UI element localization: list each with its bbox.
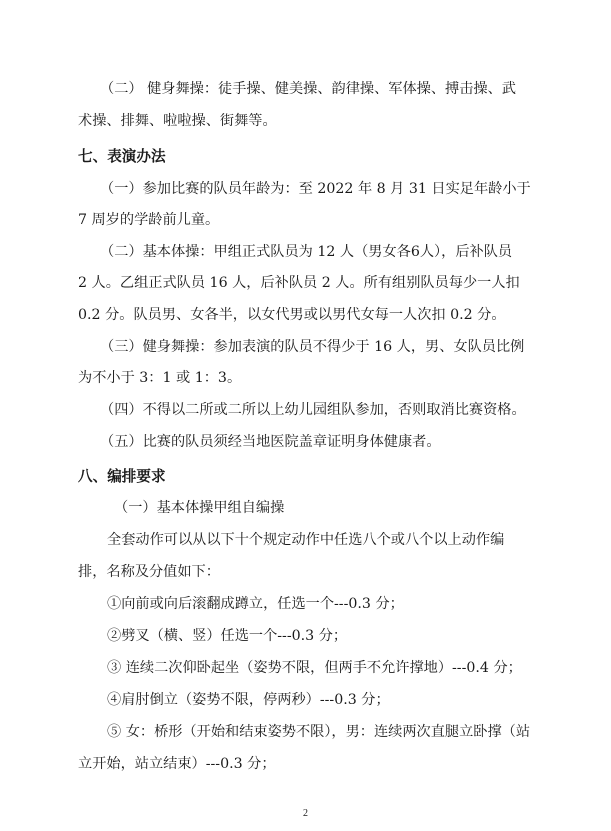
- paragraph-line: （二） 健身舞操：徒手操、健美操、韵律操、军体操、搏击操、武: [100, 81, 516, 97]
- paragraph-line: 7 周岁的学龄前儿童。: [78, 212, 220, 228]
- paragraph-line: （四）不得以二所或二所以上幼儿园组队参加，否则取消比赛资格。: [100, 402, 526, 418]
- paragraph-line: 2 人。乙组正式队员 16 人，后补队员 2 人。所有组别队员每少一人扣: [78, 275, 520, 291]
- subsection-heading: （一）基本体操甲组自编操: [114, 500, 285, 516]
- list-item: ④肩肘倒立（姿势不限，停两秒）---0.3 分；: [107, 692, 390, 708]
- page-number: 2: [303, 808, 308, 819]
- paragraph-line: 术操、排舞、啦啦操、街舞等。: [78, 113, 277, 129]
- paragraph-line: （五）比赛的队员须经当地医院盖章证明身体健康者。: [100, 434, 441, 450]
- section-heading: 七、表演办法: [78, 148, 166, 165]
- paragraph-line: 为不小于 3：1 或 1：3。: [78, 370, 242, 386]
- list-item: ⑤ 女：桥形（开始和结束姿势不限），男：连续两次直腿立卧撑（站: [107, 724, 531, 740]
- list-item: ③ 连续二次仰卧起坐（姿势不限，但两手不允许撑地）---0.4 分；: [107, 660, 522, 676]
- paragraph-line: 全套动作可以从以下十个规定动作中任选八个或八个以上动作编: [107, 532, 505, 548]
- list-item: ②劈叉（横、竖）任选一个---0.3 分；: [107, 628, 348, 644]
- paragraph-line: （一）参加比赛的队员年龄为：至 2022 年 8 月 31 日实足年龄小于: [100, 181, 531, 197]
- paragraph-line: （三）健身舞操：参加表演的队员不得少于 16 人，男、女队员比例: [100, 339, 525, 355]
- section-heading: 八、编排要求: [78, 468, 166, 485]
- list-item: 立开始，站立结束）---0.3 分；: [78, 756, 276, 772]
- paragraph-line: 0.2 分。队员男、女各半，以女代男或以男代女每一人次扣 0.2 分。: [78, 307, 506, 323]
- paragraph-line: （二）基本体操：甲组正式队员为 12 人（男女各6人），后补队员: [100, 244, 513, 260]
- paragraph-line: 排，名称及分值如下：: [78, 564, 220, 580]
- list-item: ①向前或向后滚翻成蹲立，任选一个---0.3 分；: [107, 596, 404, 612]
